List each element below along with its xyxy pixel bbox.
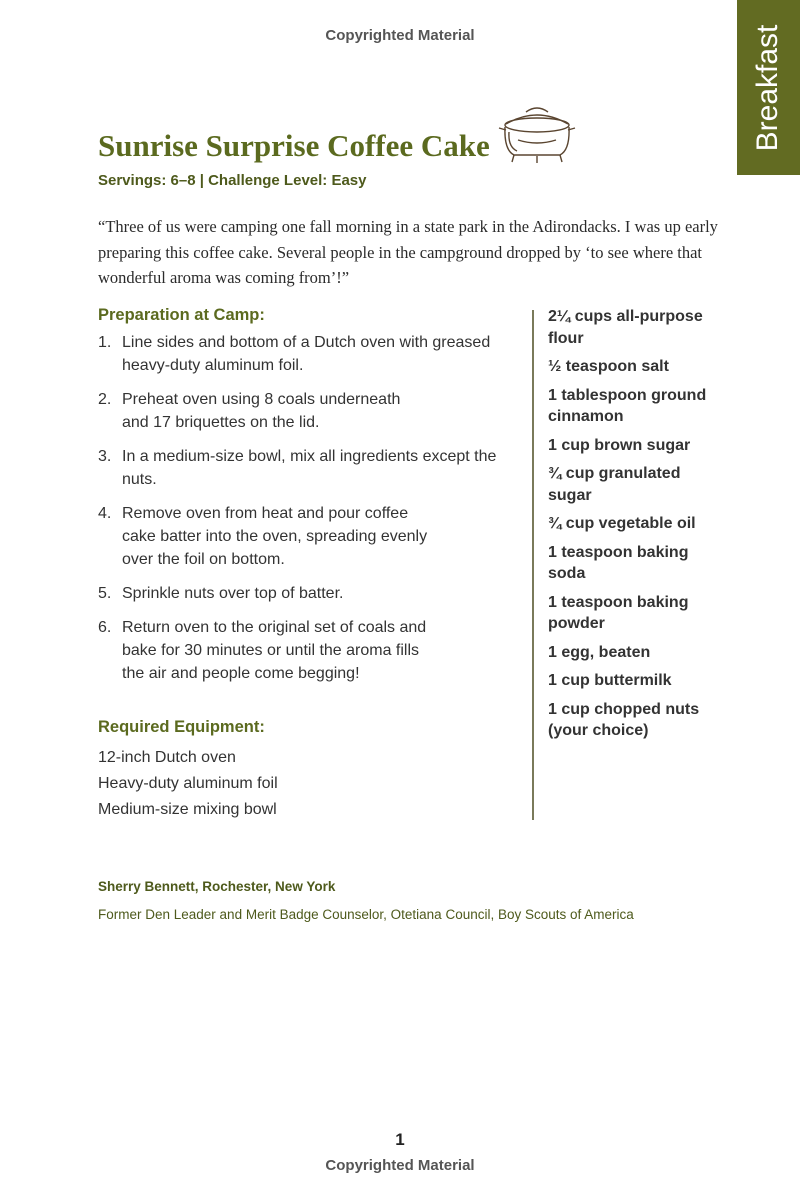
ingredient-item: 1 cup chopped nuts (your choice) [548, 700, 700, 739]
step-item [98, 502, 513, 571]
column-divider [532, 310, 534, 820]
ingredient-item: 1 teaspoon baking powder [548, 593, 689, 632]
ingredient-item: 2¼ cups all-purpose flour [548, 308, 703, 347]
step-item [98, 616, 513, 685]
copyright-footer: Copyrighted Material [325, 1157, 475, 1174]
ingredients-list [548, 306, 723, 749]
step-text: Line sides and bottom of a Dutch oven with greased heavy-duty aluminum foil. [122, 334, 491, 374]
step-number: 5. [98, 585, 112, 602]
step-item [98, 582, 513, 605]
ingredient-item: 1 teaspoon baking soda [548, 543, 689, 582]
ingredient-item: ½ teaspoon salt [548, 358, 669, 375]
ingredient-item: 1 cup brown sugar [548, 436, 691, 454]
section-tab-label: Breakfast [751, 24, 784, 152]
preparation-steps [98, 331, 513, 696]
dutch-oven-icon [496, 102, 578, 166]
step-number: 4. [98, 505, 112, 522]
step-item [98, 331, 513, 377]
step-number: 3. [98, 448, 112, 465]
step-item [98, 388, 513, 434]
equipment-item: Heavy-duty aluminum foil [98, 775, 278, 792]
section-tab [737, 0, 800, 175]
step-text: In a medium-size bowl, mix all ingredients except the nuts. [122, 448, 497, 488]
equipment-item: Medium-size mixing bowl [98, 801, 277, 818]
step-number: 1. [98, 334, 112, 351]
step-item [98, 445, 513, 491]
equipment-item: 12-inch Dutch oven [98, 749, 236, 766]
recipe-subtitle: Servings: 6–8 | Challenge Level: Easy [98, 172, 367, 189]
preparation-heading: Preparation at Camp: [98, 306, 265, 324]
step-number: 2. [98, 391, 112, 408]
copyright-header: Copyrighted Material [325, 27, 475, 44]
recipe-quote: “Three of us were camping one fall morning in a state park in the Adirondacks. I was up early preparing this coffee cake. Several people in the campground dropped by ‘to see where that wonderful aroma was coming from’!” [98, 217, 718, 287]
ingredient-item: ¾ cup vegetable oil [548, 515, 696, 532]
author-description: Former Den Leader and Merit Badge Counselor, Otetiana Council, Boy Scouts of America [98, 907, 634, 922]
step-text: Sprinkle nuts over top of batter. [122, 585, 344, 602]
ingredient-item: 1 egg, beaten [548, 643, 651, 661]
step-text: Preheat oven using 8 coals underneath and 17 briquettes on the lid. [122, 391, 401, 431]
step-text: Remove oven from heat and pour coffee cake batter into the oven, spreading evenly over the foil on bottom. [122, 505, 428, 568]
recipe-title: Sunrise Surprise Coffee Cake [98, 128, 490, 163]
equipment-list [98, 745, 278, 823]
equipment-heading: Required Equipment: [98, 718, 265, 736]
page-number: 1 [395, 1130, 405, 1149]
step-text: Return oven to the original set of coals and bake for 30 minutes or until the aroma fills the air and people come begging! [122, 619, 427, 682]
step-number: 6. [98, 619, 112, 636]
ingredient-item: ¾ cup granulated sugar [548, 465, 681, 504]
ingredient-item: 1 cup buttermilk [548, 672, 672, 689]
author-name: Sherry Bennett, Rochester, New York [98, 879, 336, 894]
ingredient-item: 1 tablespoon ground cinnamon [548, 386, 707, 425]
